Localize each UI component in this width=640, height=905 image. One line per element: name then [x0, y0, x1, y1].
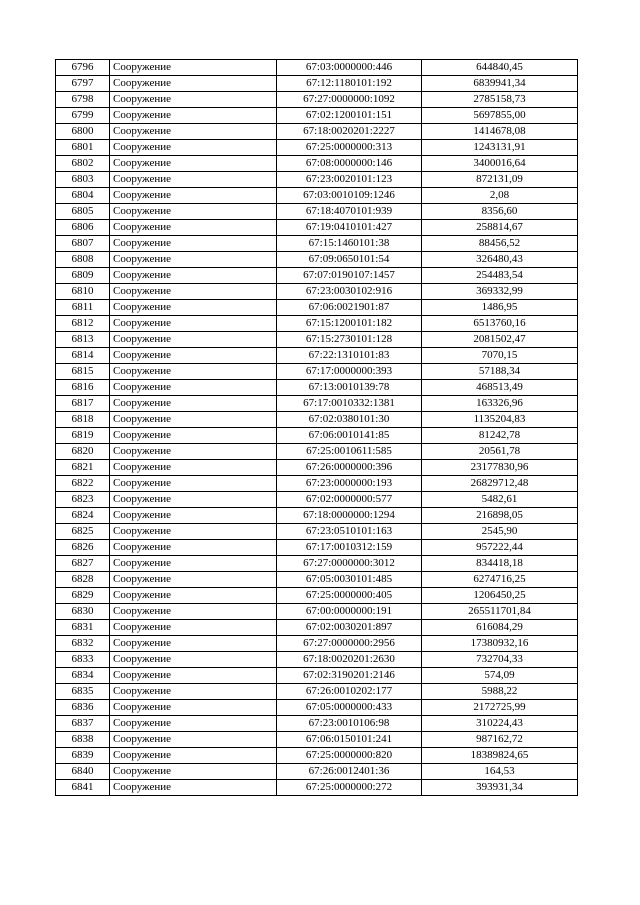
object-type: Сооружение — [110, 540, 277, 556]
object-type: Сооружение — [110, 428, 277, 444]
row-number: 6816 — [56, 380, 110, 396]
cadastral-number: 67:02:0380101:30 — [277, 412, 422, 428]
cadastral-number: 67:23:0020101:123 — [277, 172, 422, 188]
cadastral-value: 81242,78 — [422, 428, 578, 444]
table-row — [56, 124, 578, 140]
row-number: 6823 — [56, 492, 110, 508]
cadastral-value: 163326,96 — [422, 396, 578, 412]
object-type: Сооружение — [110, 140, 277, 156]
object-type: Сооружение — [110, 588, 277, 604]
table-row — [56, 572, 578, 588]
object-type: Сооружение — [110, 604, 277, 620]
cadastral-number: 67:26:0010202:177 — [277, 684, 422, 700]
row-number: 6830 — [56, 604, 110, 620]
row-number: 6802 — [56, 156, 110, 172]
cadastral-value: 2785158,73 — [422, 92, 578, 108]
row-number: 6818 — [56, 412, 110, 428]
cadastral-value: 18389824,65 — [422, 748, 578, 764]
table-row — [56, 412, 578, 428]
row-number: 6808 — [56, 252, 110, 268]
row-number: 6807 — [56, 236, 110, 252]
object-type: Сооружение — [110, 556, 277, 572]
table-row — [56, 604, 578, 620]
cadastral-value: 369332,99 — [422, 284, 578, 300]
object-type: Сооружение — [110, 236, 277, 252]
row-number: 6839 — [56, 748, 110, 764]
cadastral-value: 265511701,84 — [422, 604, 578, 620]
object-type: Сооружение — [110, 460, 277, 476]
object-type: Сооружение — [110, 364, 277, 380]
table-row — [56, 300, 578, 316]
cadastral-number: 67:26:0012401:36 — [277, 764, 422, 780]
row-number: 6806 — [56, 220, 110, 236]
object-type: Сооружение — [110, 172, 277, 188]
cadastral-number: 67:18:0000000:1294 — [277, 508, 422, 524]
object-type: Сооружение — [110, 268, 277, 284]
row-number: 6824 — [56, 508, 110, 524]
cadastral-number: 67:26:0000000:396 — [277, 460, 422, 476]
cadastral-value: 644840,45 — [422, 60, 578, 76]
cadastral-number: 67:08:0000000:146 — [277, 156, 422, 172]
table-row — [56, 460, 578, 476]
cadastral-number: 67:03:0000000:446 — [277, 60, 422, 76]
row-number: 6817 — [56, 396, 110, 412]
cadastral-number: 67:09:0650101:54 — [277, 252, 422, 268]
row-number: 6813 — [56, 332, 110, 348]
row-number: 6832 — [56, 636, 110, 652]
cadastral-value: 616084,29 — [422, 620, 578, 636]
table-row — [56, 508, 578, 524]
object-type: Сооружение — [110, 508, 277, 524]
cadastral-value: 26829712,48 — [422, 476, 578, 492]
table-row — [56, 364, 578, 380]
cadastral-value: 8356,60 — [422, 204, 578, 220]
object-type: Сооружение — [110, 284, 277, 300]
cadastral-number: 67:05:0030101:485 — [277, 572, 422, 588]
cadastral-value: 2172725,99 — [422, 700, 578, 716]
table-row — [56, 764, 578, 780]
object-type: Сооружение — [110, 204, 277, 220]
object-type: Сооружение — [110, 124, 277, 140]
cadastral-number: 67:27:0000000:2956 — [277, 636, 422, 652]
object-type: Сооружение — [110, 220, 277, 236]
table-row — [56, 348, 578, 364]
object-type: Сооружение — [110, 476, 277, 492]
row-number: 6836 — [56, 700, 110, 716]
table-row — [56, 236, 578, 252]
object-type: Сооружение — [110, 668, 277, 684]
cadastral-value: 574,09 — [422, 668, 578, 684]
table-row — [56, 76, 578, 92]
table-row — [56, 540, 578, 556]
table-row — [56, 716, 578, 732]
row-number: 6835 — [56, 684, 110, 700]
row-number: 6825 — [56, 524, 110, 540]
table-row — [56, 476, 578, 492]
row-number: 6803 — [56, 172, 110, 188]
cadastral-number: 67:18:0020201:2630 — [277, 652, 422, 668]
cadastral-value: 310224,43 — [422, 716, 578, 732]
cadastral-value: 17380932,16 — [422, 636, 578, 652]
cadastral-value: 6513760,16 — [422, 316, 578, 332]
cadastral-number: 67:13:0010139:78 — [277, 380, 422, 396]
row-number: 6812 — [56, 316, 110, 332]
cadastral-value: 1414678,08 — [422, 124, 578, 140]
object-type: Сооружение — [110, 348, 277, 364]
cadastral-number: 67:02:0030201:897 — [277, 620, 422, 636]
object-type: Сооружение — [110, 412, 277, 428]
row-number: 6819 — [56, 428, 110, 444]
table-row — [56, 732, 578, 748]
table-row — [56, 220, 578, 236]
cadastral-value: 164,53 — [422, 764, 578, 780]
table-row — [56, 268, 578, 284]
cadastral-number: 67:17:0010332:1381 — [277, 396, 422, 412]
table-row — [56, 108, 578, 124]
cadastral-value: 393931,34 — [422, 780, 578, 796]
cadastral-value: 2,08 — [422, 188, 578, 204]
object-type: Сооружение — [110, 780, 277, 796]
cadastral-value: 1243131,91 — [422, 140, 578, 156]
row-number: 6797 — [56, 76, 110, 92]
cadastral-value: 2545,90 — [422, 524, 578, 540]
table-row — [56, 428, 578, 444]
table-row — [56, 668, 578, 684]
row-number: 6840 — [56, 764, 110, 780]
cadastral-value: 834418,18 — [422, 556, 578, 572]
object-type: Сооружение — [110, 188, 277, 204]
table-row — [56, 700, 578, 716]
cadastral-number: 67:25:0000000:820 — [277, 748, 422, 764]
cadastral-number: 67:23:0000000:193 — [277, 476, 422, 492]
object-type: Сооружение — [110, 300, 277, 316]
object-type: Сооружение — [110, 700, 277, 716]
cadastral-number: 67:15:1200101:182 — [277, 316, 422, 332]
cadastral-number: 67:07:0190107:1457 — [277, 268, 422, 284]
cadastral-value: 2081502,47 — [422, 332, 578, 348]
row-number: 6800 — [56, 124, 110, 140]
cadastral-number: 67:05:0000000:433 — [277, 700, 422, 716]
cadastral-number: 67:19:0410101:427 — [277, 220, 422, 236]
cadastral-number: 67:00:0000000:191 — [277, 604, 422, 620]
object-type: Сооружение — [110, 620, 277, 636]
row-number: 6805 — [56, 204, 110, 220]
row-number: 6801 — [56, 140, 110, 156]
cadastral-value: 1206450,25 — [422, 588, 578, 604]
cadastral-value: 216898,05 — [422, 508, 578, 524]
cadastral-value: 258814,67 — [422, 220, 578, 236]
object-type: Сооружение — [110, 684, 277, 700]
cadastral-number: 67:03:0010109:1246 — [277, 188, 422, 204]
cadastral-value: 20561,78 — [422, 444, 578, 460]
table-row — [56, 524, 578, 540]
cadastral-value: 5482,61 — [422, 492, 578, 508]
cadastral-number: 67:25:0000000:405 — [277, 588, 422, 604]
cadastral-number: 67:02:0000000:577 — [277, 492, 422, 508]
row-number: 6804 — [56, 188, 110, 204]
cadastral-number: 67:23:0510101:163 — [277, 524, 422, 540]
table-row — [56, 332, 578, 348]
cadastral-value: 7070,15 — [422, 348, 578, 364]
table-row — [56, 60, 578, 76]
cadastral-value: 1486,95 — [422, 300, 578, 316]
row-number: 6796 — [56, 60, 110, 76]
table-row — [56, 284, 578, 300]
row-number: 6810 — [56, 284, 110, 300]
table-row — [56, 556, 578, 572]
object-type: Сооружение — [110, 252, 277, 268]
cadastral-number: 67:06:0021901:87 — [277, 300, 422, 316]
row-number: 6837 — [56, 716, 110, 732]
row-number: 6798 — [56, 92, 110, 108]
row-number: 6838 — [56, 732, 110, 748]
row-number: 6834 — [56, 668, 110, 684]
table-row — [56, 252, 578, 268]
object-type: Сооружение — [110, 396, 277, 412]
cadastral-value: 1135204,83 — [422, 412, 578, 428]
table-row — [56, 492, 578, 508]
cadastral-value: 254483,54 — [422, 268, 578, 284]
cadastral-number: 67:15:1460101:38 — [277, 236, 422, 252]
cadastral-value: 88456,52 — [422, 236, 578, 252]
table-row — [56, 316, 578, 332]
object-type: Сооружение — [110, 652, 277, 668]
table-row — [56, 748, 578, 764]
cadastral-number: 67:27:0000000:1092 — [277, 92, 422, 108]
row-number: 6820 — [56, 444, 110, 460]
cadastral-value: 987162,72 — [422, 732, 578, 748]
cadastral-number: 67:25:0000000:313 — [277, 140, 422, 156]
cadastral-number: 67:17:0010312:159 — [277, 540, 422, 556]
object-type: Сооружение — [110, 156, 277, 172]
object-type: Сооружение — [110, 60, 277, 76]
cadastral-number: 67:17:0000000:393 — [277, 364, 422, 380]
cadastral-number: 67:02:1200101:151 — [277, 108, 422, 124]
object-type: Сооружение — [110, 316, 277, 332]
object-type: Сооружение — [110, 636, 277, 652]
object-type: Сооружение — [110, 92, 277, 108]
cadastral-number: 67:27:0000000:3012 — [277, 556, 422, 572]
cadastral-value: 3400016,64 — [422, 156, 578, 172]
table-row — [56, 140, 578, 156]
table-row — [56, 588, 578, 604]
cadastral-value: 5697855,00 — [422, 108, 578, 124]
cadastral-number: 67:06:0150101:241 — [277, 732, 422, 748]
object-type: Сооружение — [110, 572, 277, 588]
row-number: 6841 — [56, 780, 110, 796]
registry-table-body — [56, 60, 578, 796]
row-number: 6811 — [56, 300, 110, 316]
object-type: Сооружение — [110, 492, 277, 508]
row-number: 6828 — [56, 572, 110, 588]
object-type: Сооружение — [110, 748, 277, 764]
table-row — [56, 636, 578, 652]
cadastral-number: 67:06:0010141:85 — [277, 428, 422, 444]
object-type: Сооружение — [110, 444, 277, 460]
cadastral-value: 23177830,96 — [422, 460, 578, 476]
row-number: 6831 — [56, 620, 110, 636]
cadastral-number: 67:18:4070101:939 — [277, 204, 422, 220]
cadastral-value: 872131,09 — [422, 172, 578, 188]
row-number: 6833 — [56, 652, 110, 668]
table-row — [56, 172, 578, 188]
object-type: Сооружение — [110, 380, 277, 396]
table-row — [56, 396, 578, 412]
cadastral-number: 67:25:0010611:585 — [277, 444, 422, 460]
table-row — [56, 444, 578, 460]
object-type: Сооружение — [110, 764, 277, 780]
cadastral-value: 6274716,25 — [422, 572, 578, 588]
row-number: 6815 — [56, 364, 110, 380]
cadastral-value: 957222,44 — [422, 540, 578, 556]
object-type: Сооружение — [110, 332, 277, 348]
table-row — [56, 380, 578, 396]
cadastral-number: 67:12:1180101:192 — [277, 76, 422, 92]
table-row — [56, 156, 578, 172]
table-row — [56, 188, 578, 204]
cadastral-value: 326480,43 — [422, 252, 578, 268]
object-type: Сооружение — [110, 716, 277, 732]
table-row — [56, 204, 578, 220]
cadastral-number: 67:02:3190201:2146 — [277, 668, 422, 684]
row-number: 6799 — [56, 108, 110, 124]
table-row — [56, 92, 578, 108]
cadastral-number: 67:22:1310101:83 — [277, 348, 422, 364]
cadastral-number: 67:18:0020201:2227 — [277, 124, 422, 140]
row-number: 6826 — [56, 540, 110, 556]
row-number: 6829 — [56, 588, 110, 604]
cadastral-value: 5988,22 — [422, 684, 578, 700]
row-number: 6821 — [56, 460, 110, 476]
row-number: 6827 — [56, 556, 110, 572]
object-type: Сооружение — [110, 732, 277, 748]
object-type: Сооружение — [110, 76, 277, 92]
table-row — [56, 620, 578, 636]
cadastral-number: 67:23:0010106:98 — [277, 716, 422, 732]
cadastral-number: 67:15:2730101:128 — [277, 332, 422, 348]
row-number: 6822 — [56, 476, 110, 492]
cadastral-value: 468513,49 — [422, 380, 578, 396]
row-number: 6809 — [56, 268, 110, 284]
cadastral-number: 67:23:0030102:916 — [277, 284, 422, 300]
object-type: Сооружение — [110, 524, 277, 540]
cadastral-value: 732704,33 — [422, 652, 578, 668]
table-row — [56, 684, 578, 700]
cadastral-number: 67:25:0000000:272 — [277, 780, 422, 796]
cadastral-value: 6839941,34 — [422, 76, 578, 92]
table-row — [56, 652, 578, 668]
table-row — [56, 780, 578, 796]
object-type: Сооружение — [110, 108, 277, 124]
row-number: 6814 — [56, 348, 110, 364]
registry-table — [55, 59, 578, 796]
cadastral-value: 57188,34 — [422, 364, 578, 380]
